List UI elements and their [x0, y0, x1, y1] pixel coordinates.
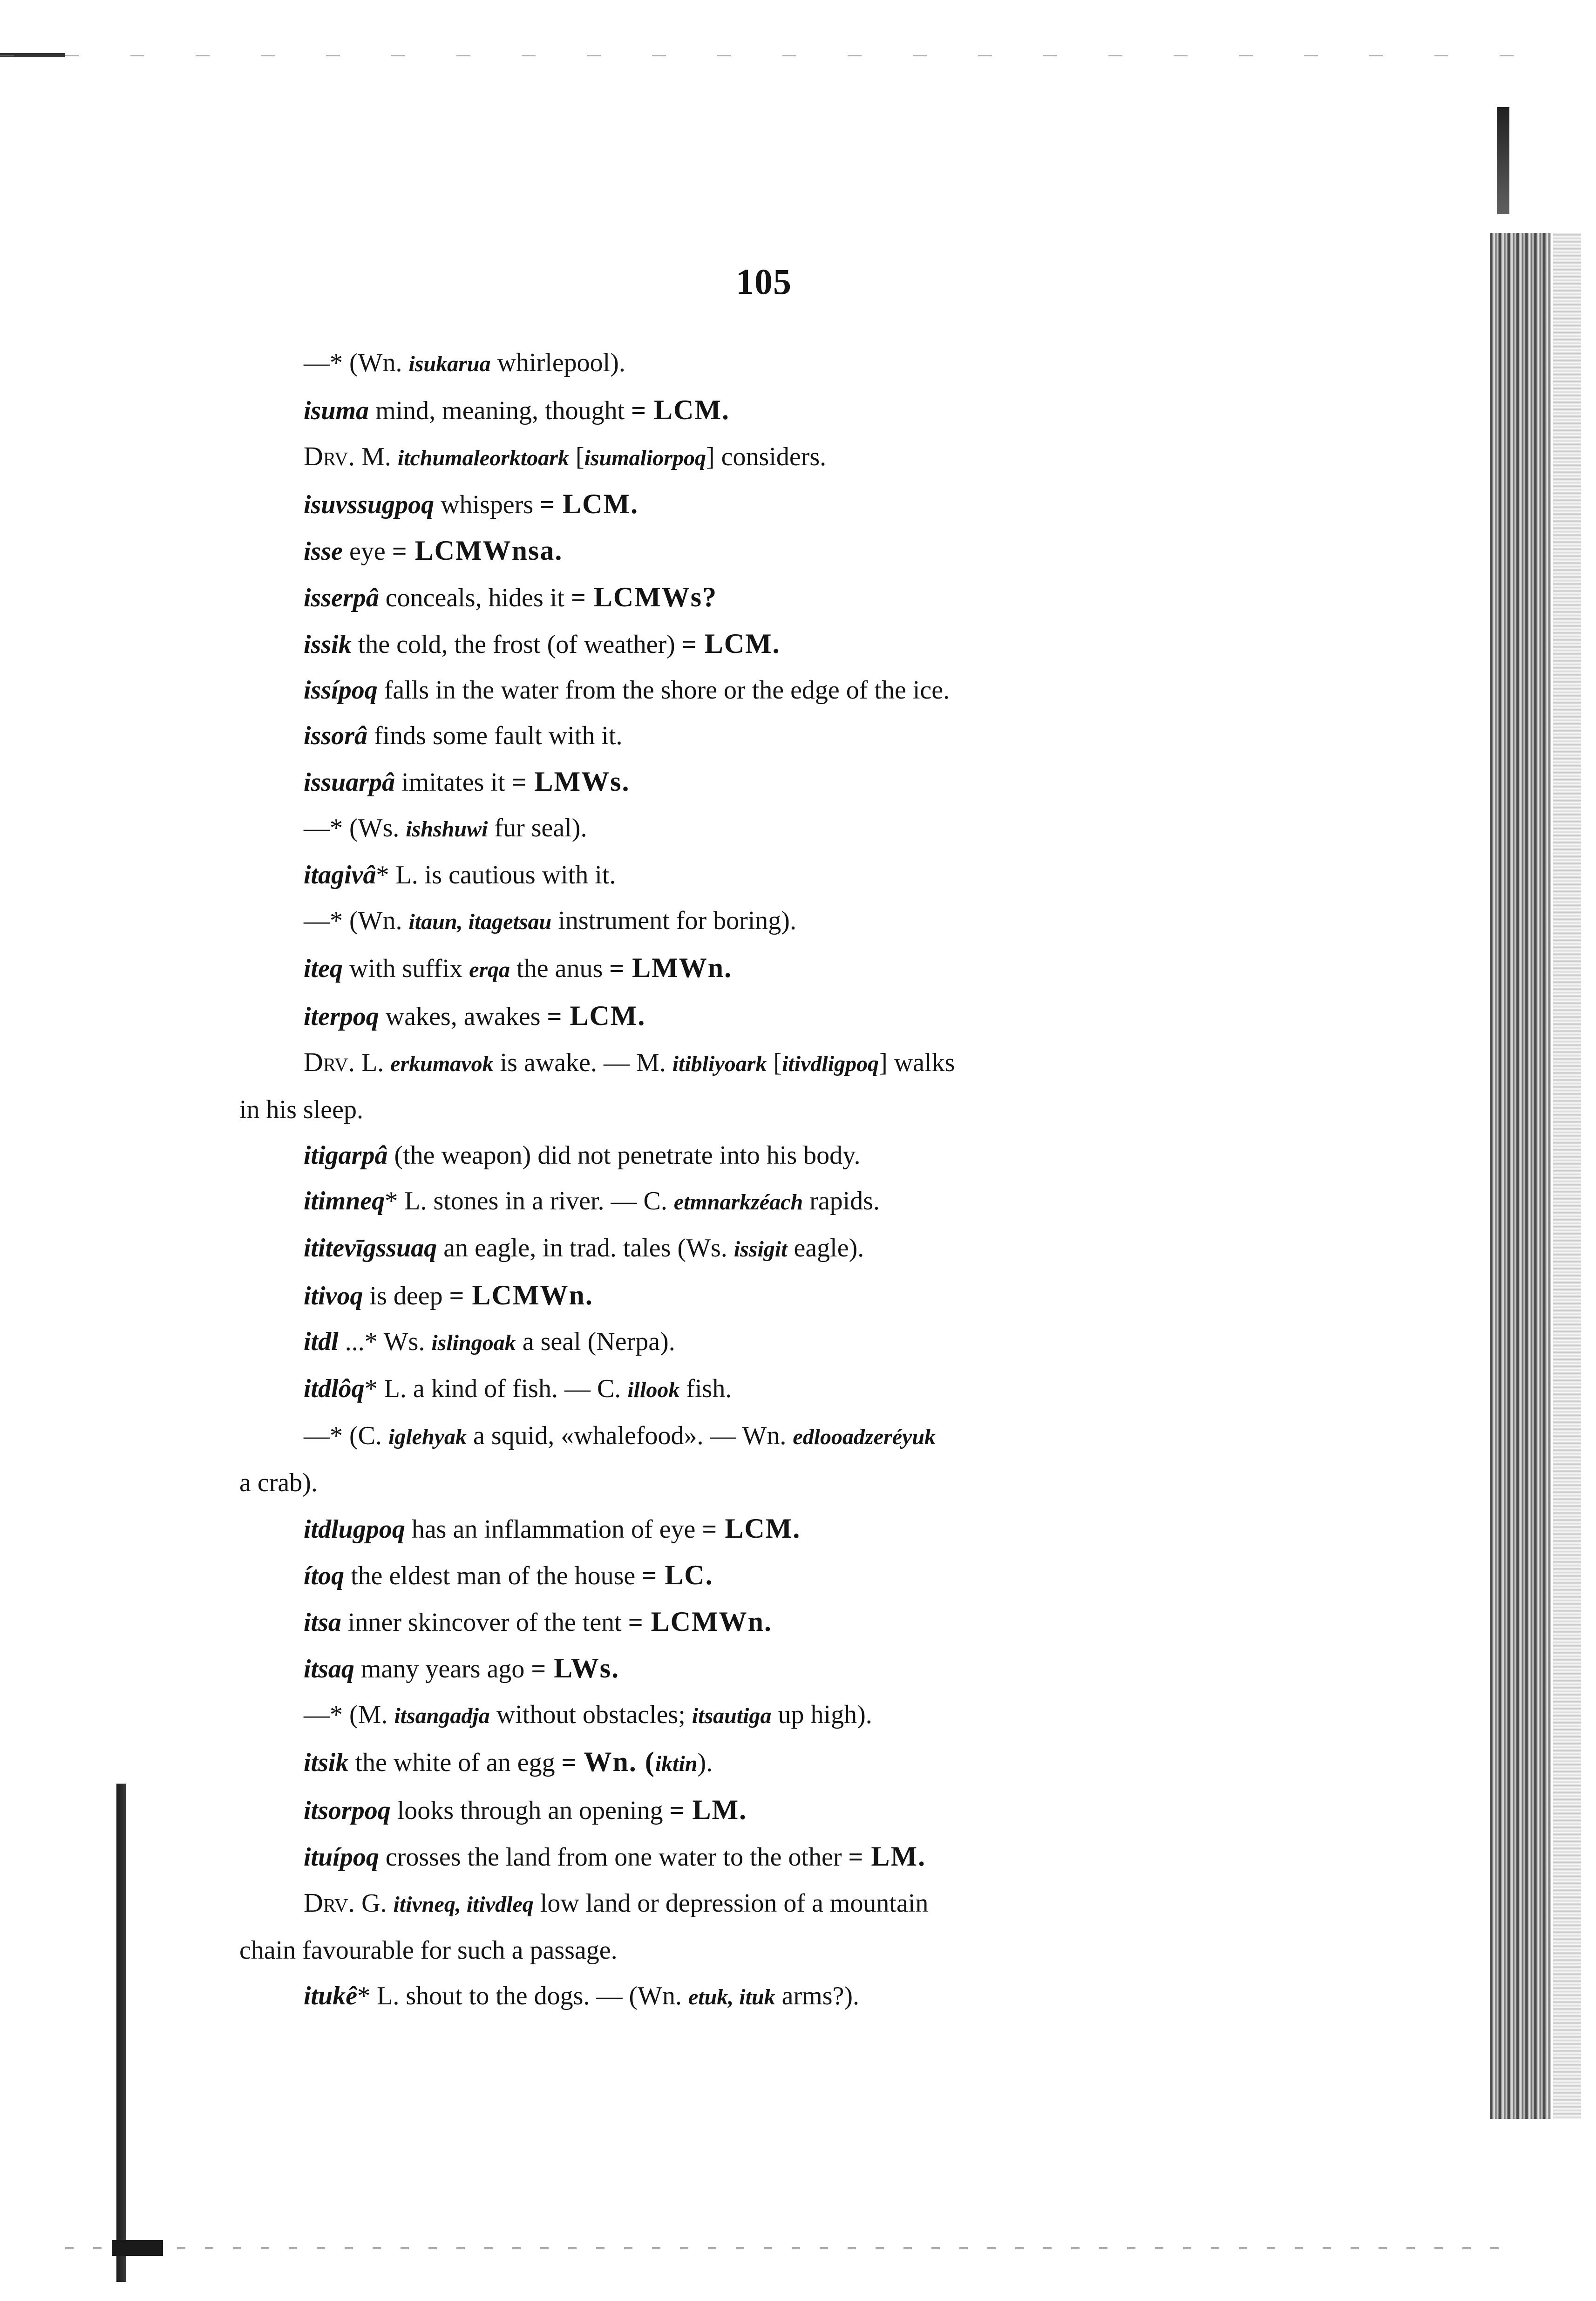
foreign-word: isumaliorpoq [584, 446, 706, 470]
dictionary-entry [304, 1599, 1235, 1645]
entry-text: L. [355, 1048, 391, 1077]
sigla: LCMWn. [643, 1606, 773, 1637]
derivation-label: Drv. [304, 441, 355, 471]
equals-sign: = [702, 1515, 717, 1544]
foreign-word: edlooadzeréyuk [793, 1425, 936, 1449]
equals-sign: = [631, 396, 646, 425]
dictionary-entry-continuation [239, 1460, 1235, 1506]
derivation-label: Drv. [304, 1887, 355, 1918]
entry-text: the cold, the frost (of weather) [351, 630, 682, 659]
entry-text: falls in the water from the shore or the edge of the ice. [377, 676, 950, 705]
headword: issik [304, 630, 352, 659]
sigla: LCM. [562, 1000, 646, 1031]
dictionary-entry [304, 387, 1235, 434]
entry-text: up high). [771, 1700, 872, 1729]
entry-text: [ [569, 442, 584, 471]
sigla: Wn. ( [576, 1746, 655, 1777]
entry-text: G. [355, 1889, 394, 1918]
entry-text: a squid, «whalefood». — Wn. [466, 1421, 793, 1450]
foreign-word: isukarua [408, 352, 491, 376]
entry-text: the eldest man of the house [344, 1561, 642, 1590]
sigla: LCM. [646, 394, 730, 425]
equals-sign: = [561, 1748, 577, 1777]
entry-text: inner skincover of the tent [341, 1608, 628, 1637]
foreign-word: iglehyak [388, 1425, 467, 1449]
headword: itdlôq [304, 1374, 365, 1403]
headword: iteq [304, 954, 343, 983]
entry-text: —* (Wn. [304, 906, 409, 935]
dictionary-entry-continuation [239, 1928, 1235, 1973]
entry-text: wakes, awakes [379, 1002, 547, 1031]
dictionary-entry [304, 1973, 1235, 2020]
foreign-word: erqa [469, 957, 510, 982]
entry-text: crosses the land from one water to the other [379, 1843, 849, 1872]
foreign-word: erkumavok [390, 1052, 494, 1076]
dictionary-entry [304, 1366, 1235, 1413]
entry-text: the anus [510, 954, 610, 983]
scan-left-gutter-line [116, 1784, 126, 2282]
foreign-word: itibliyoark [672, 1052, 767, 1076]
foreign-word: ishshuwi [406, 817, 488, 842]
entry-text: ...* Ws. [338, 1327, 432, 1356]
sigla: LCM. [717, 1513, 801, 1544]
entry-text: * L. a kind of fish. — C. [364, 1374, 628, 1403]
dictionary-entry [304, 1787, 1235, 1833]
dictionary-entry [304, 1319, 1235, 1366]
entry-text: * L. shout to the dogs. — (Wn. [357, 1982, 688, 2010]
entry-text: —* (M. [304, 1700, 394, 1729]
headword: isse [304, 537, 343, 566]
entry-text: many years ago [354, 1655, 531, 1683]
entry-text: without obstacles; [489, 1700, 692, 1729]
headword: itdl [304, 1327, 339, 1356]
equals-sign: = [531, 1655, 546, 1683]
entry-text: fur seal). [488, 814, 587, 842]
entry-text: eagle). [787, 1234, 864, 1262]
entry-text: mind, meaning, thought [369, 396, 632, 425]
foreign-word: illook [627, 1378, 680, 1402]
equals-sign: = [392, 537, 407, 566]
dictionary-entry [304, 340, 1235, 387]
dictionary-entry [304, 898, 1235, 945]
entry-text: rapids. [803, 1187, 880, 1215]
scan-binding-shadow [1490, 233, 1551, 2119]
headword: itsa [304, 1608, 341, 1637]
foreign-word: itaun, itagetsau [408, 910, 552, 934]
entry-text: (the weapon) did not penetrate into his body. [387, 1141, 861, 1170]
foreign-word: etmnarkzéach [673, 1190, 803, 1215]
entry-text: whispers [434, 490, 540, 519]
dictionary-entry [304, 1133, 1235, 1178]
foreign-word: etuk, ituk [688, 1985, 775, 2009]
entry-text: whirlepool). [490, 348, 625, 377]
headword: iterpoq [304, 1002, 379, 1031]
headword: itagivâ [304, 861, 376, 889]
headword: itigarpâ [304, 1141, 388, 1170]
dictionary-entry [304, 434, 1235, 481]
dictionary-entry [304, 1178, 1235, 1225]
entry-text: —* (Wn. [304, 348, 409, 377]
dictionary-entry [304, 1225, 1235, 1272]
scan-top-rule [0, 55, 1518, 56]
sigla: LCMWs? [585, 582, 718, 612]
dictionary-entry [304, 852, 1235, 898]
equals-sign: = [642, 1561, 657, 1590]
dictionary-entry [304, 1413, 1235, 1460]
equals-sign: = [570, 584, 586, 612]
scan-bottom-left-mark [112, 2240, 163, 2256]
entry-text: —* (C. [304, 1421, 388, 1450]
dictionary-entry [304, 1039, 1235, 1087]
dictionary-entry [304, 1739, 1235, 1787]
foreign-word: itsangadja [394, 1704, 490, 1728]
dictionary-entry [304, 1272, 1235, 1319]
equals-sign: = [449, 1282, 464, 1310]
dictionary-entry [304, 1833, 1235, 1880]
dictionary-entry [304, 667, 1235, 713]
page-number: 105 [736, 261, 792, 302]
entry-text: with suffix [342, 954, 469, 983]
entry-text: fish. [679, 1374, 732, 1403]
headword: itsaq [304, 1655, 354, 1683]
headword: ítoq [304, 1561, 345, 1590]
sigla: LCM. [696, 628, 781, 659]
derivation-label: Drv. [304, 1047, 355, 1077]
headword: itivoq [304, 1282, 363, 1310]
dictionary-entry [304, 759, 1235, 805]
entry-text: M. [355, 442, 398, 471]
foreign-word: itsautiga [692, 1704, 772, 1728]
foreign-word: iktin [655, 1751, 698, 1776]
scan-binding-shadow-top [1497, 107, 1509, 214]
scan-bottom-rule [65, 2247, 1509, 2249]
entry-text: conceals, hides it [379, 584, 571, 612]
dictionary-entry [304, 805, 1235, 852]
sigla: LMWs. [526, 766, 630, 797]
dictionary-entry [304, 1645, 1235, 1692]
foreign-word: issigit [733, 1237, 788, 1262]
entry-text: has an inflammation of eye [405, 1515, 702, 1544]
headword: isuma [304, 396, 369, 425]
entry-text: in his sleep. [239, 1095, 363, 1124]
headword: issorâ [304, 721, 367, 750]
equals-sign: = [681, 630, 697, 659]
dictionary-entry [304, 1506, 1235, 1552]
headword: itsorpoq [304, 1796, 391, 1825]
entry-text: low land or depression of a mountain [533, 1889, 929, 1918]
sigla: LM. [684, 1794, 747, 1825]
dictionary-entry [304, 574, 1235, 621]
foreign-word: itchumaleorktoark [397, 446, 569, 470]
dictionary-entry [304, 1880, 1235, 1928]
entry-text: ] walks [879, 1048, 955, 1077]
scan-binding-noise [1553, 233, 1581, 2119]
entry-text: an eagle, in trad. tales (Ws. [437, 1234, 734, 1262]
equals-sign: = [669, 1796, 685, 1825]
dictionary-entry [304, 945, 1235, 993]
entry-text: the white of an egg [348, 1748, 562, 1777]
entry-text: finds some fault with it. [367, 721, 623, 750]
headword: itsik [304, 1748, 349, 1777]
entry-text: looks through an opening [390, 1796, 670, 1825]
dictionary-entry [304, 993, 1235, 1039]
foreign-word: itivdligpoq [782, 1052, 879, 1076]
equals-sign: = [540, 490, 555, 519]
entry-text: a seal (Nerpa). [516, 1327, 675, 1356]
headword: itukê [304, 1982, 358, 2010]
foreign-word: islingoak [431, 1330, 516, 1355]
entry-text: * L. is cautious with it. [376, 861, 616, 889]
headword: itdlugpoq [304, 1515, 405, 1544]
entry-text: ] considers. [706, 442, 827, 471]
sigla: LMWn. [624, 952, 733, 983]
entry-text: chain favourable for such a passage. [239, 1936, 618, 1965]
dictionary-entry [304, 528, 1235, 574]
headword: issuarpâ [304, 768, 395, 797]
dictionary-entry [304, 713, 1235, 759]
dictionary-entry [304, 1692, 1235, 1739]
dictionary-entry [304, 481, 1235, 528]
entry-text: —* (Ws. [304, 814, 406, 842]
headword: isserpâ [304, 584, 379, 612]
entry-text: a crab). [239, 1468, 318, 1497]
dictionary-entry-continuation [239, 1087, 1235, 1133]
equals-sign: = [511, 768, 527, 797]
dictionary-entry [304, 1552, 1235, 1599]
headword: issípoq [304, 676, 378, 705]
equals-sign: = [848, 1843, 863, 1872]
headword: ituípoq [304, 1843, 379, 1872]
sigla: LC. [657, 1560, 713, 1590]
entry-text: is deep [363, 1282, 449, 1310]
entry-text: eye [343, 537, 392, 566]
entry-text: ). [697, 1748, 713, 1777]
entry-text: imitates it [395, 768, 512, 797]
sigla: LCM. [555, 489, 639, 519]
sigla: LM. [863, 1841, 926, 1872]
headword: isuvssugpoq [304, 490, 435, 519]
equals-sign: = [547, 1002, 562, 1031]
sigla: LCMWn. [464, 1280, 593, 1310]
headword: ititevīgssuaq [304, 1234, 437, 1262]
entry-text: arms?). [775, 1982, 860, 2010]
entry-text: * L. stones in a river. — C. [385, 1187, 674, 1215]
entry-text: [ [767, 1048, 782, 1077]
sigla: LWs. [546, 1653, 620, 1683]
headword: itimneq [304, 1187, 385, 1215]
foreign-word: itivneq, itivdleq [393, 1892, 534, 1917]
dictionary-entry [304, 621, 1235, 667]
equals-sign: = [628, 1608, 643, 1637]
sigla: LCMWnsa. [407, 535, 563, 566]
entry-text: instrument for boring). [551, 906, 796, 935]
entry-text: is awake. — M. [493, 1048, 672, 1077]
dictionary-entries [239, 340, 1235, 2020]
equals-sign: = [609, 954, 625, 983]
